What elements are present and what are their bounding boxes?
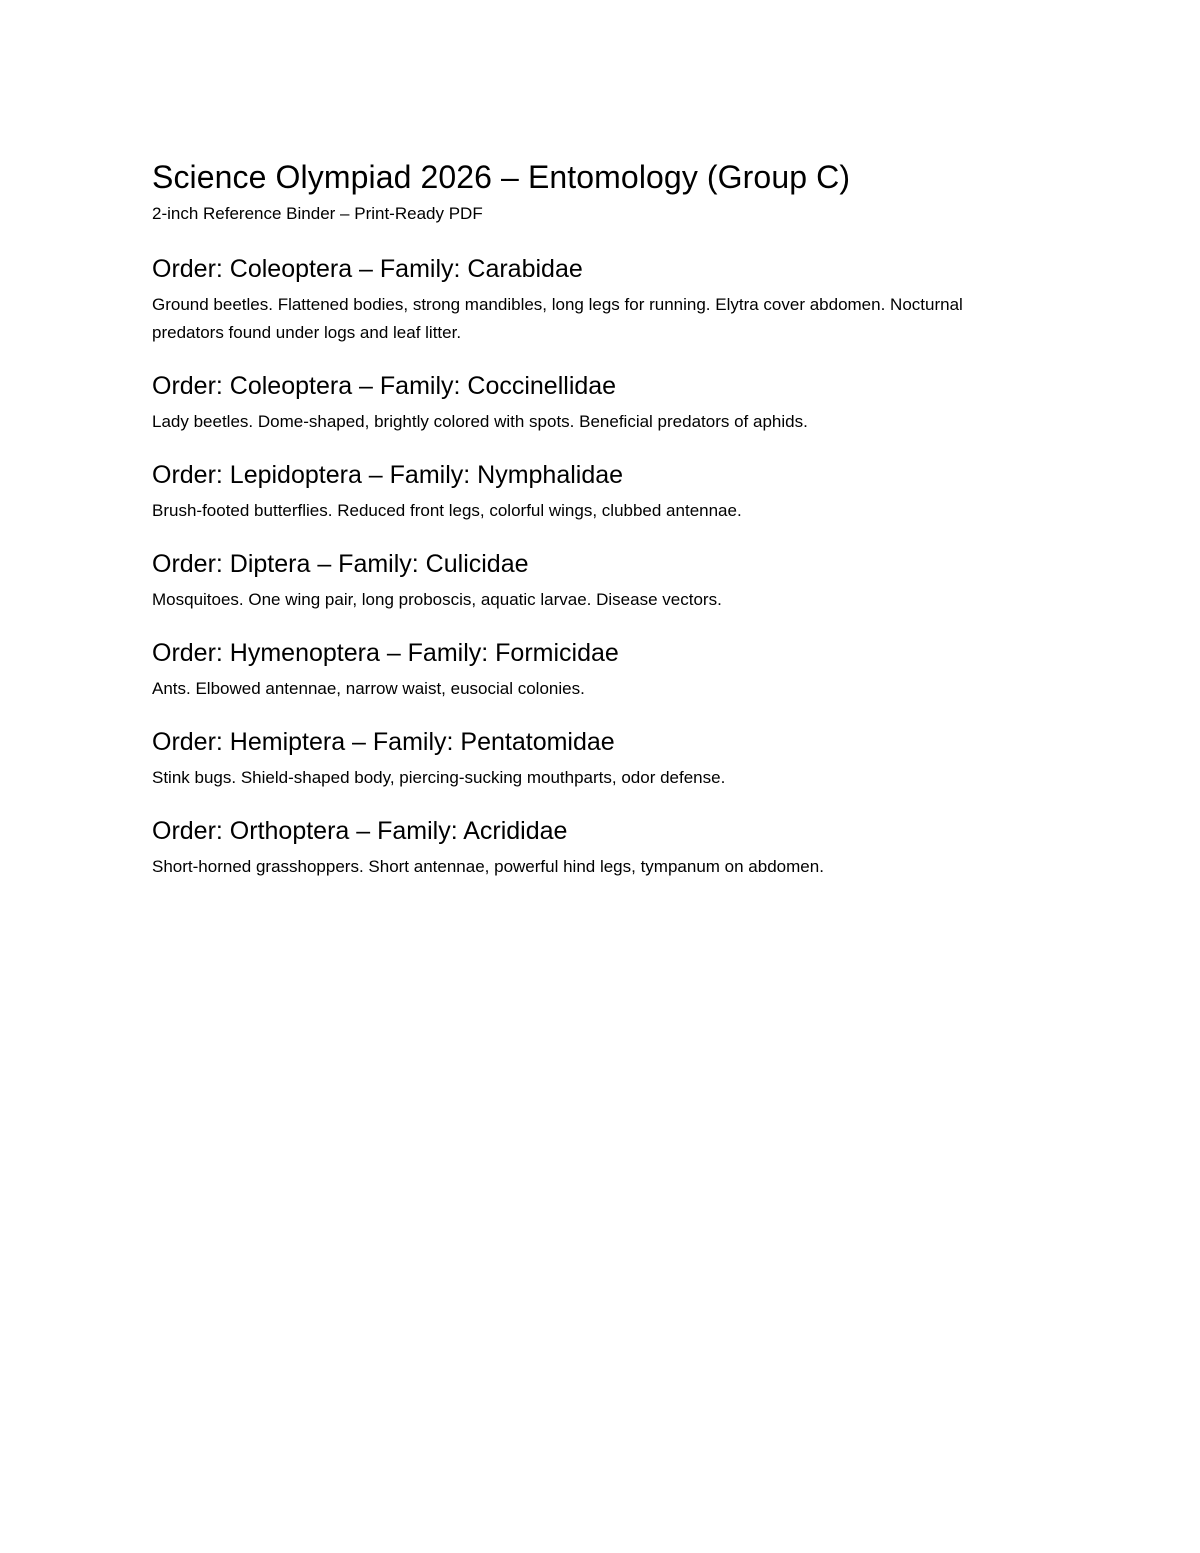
document-title: Science Olympiad 2026 – Entomology (Group C): [152, 159, 851, 195]
section-list: [152, 251, 1052, 881]
section-heading: Order: Coleoptera – Family: Carabidae: [152, 255, 583, 283]
page-content: [152, 155, 1052, 902]
section-description: Mosquitoes. One wing pair, long proboscis, aquatic larvae. Disease vectors.: [152, 590, 722, 609]
section-description: Stink bugs. Shield-shaped body, piercing-sucking mouthparts, odor defense.: [152, 768, 726, 787]
section-heading: Order: Hymenoptera – Family: Formicidae: [152, 639, 619, 667]
section-heading: Order: Orthoptera – Family: Acrididae: [152, 817, 568, 845]
section-carabidae: [152, 251, 1052, 347]
section-heading: Order: Hemiptera – Family: Pentatomidae: [152, 728, 615, 756]
section-formicidae: [152, 635, 1052, 703]
section-nymphalidae: [152, 457, 1052, 525]
section-description: Brush-footed butterflies. Reduced front legs, colorful wings, clubbed antennae.: [152, 501, 742, 520]
section-heading: Order: Lepidoptera – Family: Nymphalidae: [152, 461, 624, 489]
section-acrididae: [152, 813, 1052, 881]
section-description: Short-horned grasshoppers. Short antennae, powerful hind legs, tympanum on abdomen.: [152, 857, 824, 876]
section-heading: Order: Coleoptera – Family: Coccinellidae: [152, 372, 617, 400]
section-coccinellidae: [152, 368, 1052, 436]
section-description: Lady beetles. Dome-shaped, brightly colored with spots. Beneficial predators of aphids.: [152, 412, 808, 431]
section-culicidae: [152, 546, 1052, 614]
section-description: Ants. Elbowed antennae, narrow waist, eusocial colonies.: [152, 679, 585, 698]
section-pentatomidae: [152, 724, 1052, 792]
document-subtitle: 2-inch Reference Binder – Print-Ready PDF: [152, 204, 483, 223]
section-heading: Order: Diptera – Family: Culicidae: [152, 550, 529, 578]
section-description: Ground beetles. Flattened bodies, strong mandibles, long legs for running. Elytra cover abdomen. Nocturnal predators found under logs and leaf litter.: [152, 295, 963, 342]
